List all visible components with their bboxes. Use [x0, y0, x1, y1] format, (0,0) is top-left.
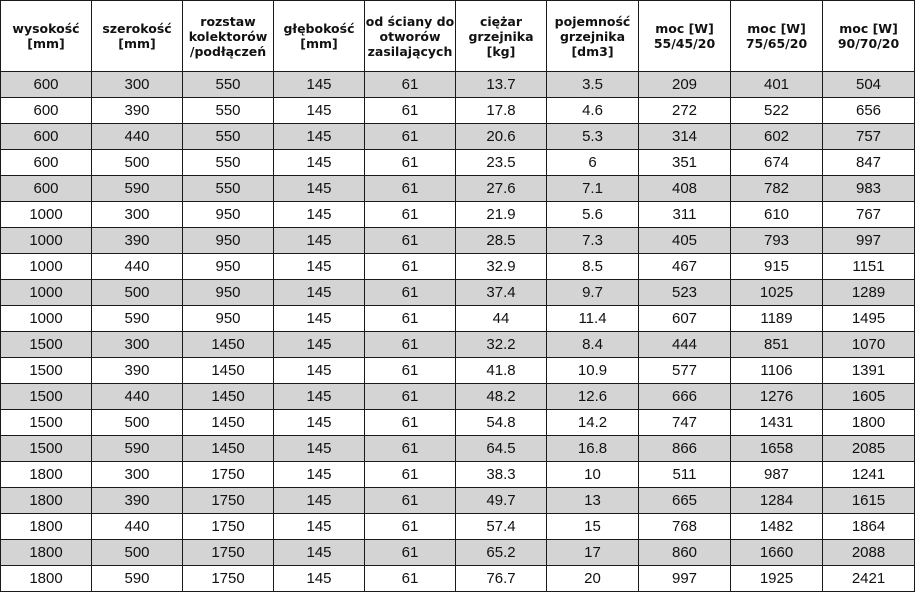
cell-height: 600	[1, 124, 92, 150]
cell-height: 600	[1, 150, 92, 176]
cell-depth: 145	[274, 488, 365, 514]
cell-capacity: 4.6	[547, 98, 639, 124]
cell-power-75-65-20: 915	[731, 254, 823, 280]
cell-capacity: 8.5	[547, 254, 639, 280]
cell-capacity: 6	[547, 150, 639, 176]
cell-depth: 145	[274, 98, 365, 124]
cell-height: 1000	[1, 306, 92, 332]
cell-power-55-45-20: 272	[639, 98, 731, 124]
cell-weight: 37.4	[456, 280, 547, 306]
cell-wall-distance: 61	[365, 306, 456, 332]
cell-collector-spacing: 550	[183, 124, 274, 150]
cell-height: 1800	[1, 540, 92, 566]
cell-power-90-70-20: 2421	[823, 566, 915, 592]
cell-weight: 41.8	[456, 358, 547, 384]
cell-width: 590	[92, 176, 183, 202]
cell-height: 1800	[1, 462, 92, 488]
cell-weight: 64.5	[456, 436, 547, 462]
cell-depth: 145	[274, 306, 365, 332]
header-capacity: pojemność grzejnika [dm3]	[547, 1, 639, 72]
cell-weight: 38.3	[456, 462, 547, 488]
cell-height: 1500	[1, 384, 92, 410]
cell-height: 1000	[1, 280, 92, 306]
cell-power-55-45-20: 866	[639, 436, 731, 462]
table-row	[1, 540, 915, 566]
cell-weight: 17.8	[456, 98, 547, 124]
cell-wall-distance: 61	[365, 150, 456, 176]
cell-depth: 145	[274, 514, 365, 540]
cell-wall-distance: 61	[365, 566, 456, 592]
cell-collector-spacing: 950	[183, 202, 274, 228]
table-row	[1, 436, 915, 462]
table-body	[1, 72, 915, 592]
table-row	[1, 332, 915, 358]
cell-capacity: 8.4	[547, 332, 639, 358]
cell-depth: 145	[274, 176, 365, 202]
cell-wall-distance: 61	[365, 410, 456, 436]
cell-width: 500	[92, 410, 183, 436]
cell-wall-distance: 61	[365, 514, 456, 540]
cell-power-90-70-20: 1391	[823, 358, 915, 384]
cell-width: 500	[92, 150, 183, 176]
cell-collector-spacing: 1750	[183, 566, 274, 592]
cell-depth: 145	[274, 384, 365, 410]
cell-collector-spacing: 550	[183, 72, 274, 98]
cell-capacity: 7.1	[547, 176, 639, 202]
cell-weight: 27.6	[456, 176, 547, 202]
cell-wall-distance: 61	[365, 228, 456, 254]
cell-weight: 13.7	[456, 72, 547, 98]
cell-height: 1500	[1, 358, 92, 384]
cell-width: 500	[92, 280, 183, 306]
cell-depth: 145	[274, 280, 365, 306]
cell-power-55-45-20: 768	[639, 514, 731, 540]
cell-power-90-70-20: 847	[823, 150, 915, 176]
cell-power-75-65-20: 401	[731, 72, 823, 98]
cell-capacity: 9.7	[547, 280, 639, 306]
cell-power-75-65-20: 1276	[731, 384, 823, 410]
table-row	[1, 488, 915, 514]
cell-capacity: 3.5	[547, 72, 639, 98]
cell-capacity: 12.6	[547, 384, 639, 410]
cell-width: 390	[92, 488, 183, 514]
cell-power-55-45-20: 311	[639, 202, 731, 228]
cell-capacity: 20	[547, 566, 639, 592]
cell-power-90-70-20: 2088	[823, 540, 915, 566]
cell-height: 1000	[1, 254, 92, 280]
cell-weight: 44	[456, 306, 547, 332]
cell-weight: 65.2	[456, 540, 547, 566]
cell-wall-distance: 61	[365, 358, 456, 384]
cell-collector-spacing: 1450	[183, 410, 274, 436]
cell-weight: 21.9	[456, 202, 547, 228]
cell-power-75-65-20: 610	[731, 202, 823, 228]
cell-capacity: 10	[547, 462, 639, 488]
cell-width: 300	[92, 332, 183, 358]
cell-wall-distance: 61	[365, 332, 456, 358]
table-row	[1, 202, 915, 228]
cell-power-90-70-20: 1800	[823, 410, 915, 436]
cell-wall-distance: 61	[365, 488, 456, 514]
cell-power-55-45-20: 405	[639, 228, 731, 254]
cell-power-55-45-20: 523	[639, 280, 731, 306]
cell-wall-distance: 61	[365, 124, 456, 150]
cell-wall-distance: 61	[365, 280, 456, 306]
cell-power-75-65-20: 1189	[731, 306, 823, 332]
header-weight: ciężar grzejnika [kg]	[456, 1, 547, 72]
cell-width: 590	[92, 566, 183, 592]
table-row	[1, 514, 915, 540]
cell-depth: 145	[274, 436, 365, 462]
cell-width: 440	[92, 514, 183, 540]
cell-power-55-45-20: 666	[639, 384, 731, 410]
cell-width: 390	[92, 228, 183, 254]
cell-height: 1500	[1, 436, 92, 462]
cell-width: 500	[92, 540, 183, 566]
cell-power-55-45-20: 467	[639, 254, 731, 280]
cell-power-75-65-20: 1431	[731, 410, 823, 436]
table-row	[1, 254, 915, 280]
cell-power-75-65-20: 602	[731, 124, 823, 150]
cell-power-55-45-20: 860	[639, 540, 731, 566]
cell-height: 1800	[1, 488, 92, 514]
cell-collector-spacing: 1450	[183, 384, 274, 410]
cell-collector-spacing: 1450	[183, 332, 274, 358]
cell-width: 300	[92, 72, 183, 98]
cell-power-90-70-20: 983	[823, 176, 915, 202]
cell-weight: 23.5	[456, 150, 547, 176]
cell-wall-distance: 61	[365, 72, 456, 98]
cell-wall-distance: 61	[365, 384, 456, 410]
table-row	[1, 410, 915, 436]
cell-power-90-70-20: 656	[823, 98, 915, 124]
cell-height: 600	[1, 72, 92, 98]
table-row	[1, 566, 915, 592]
header-depth: głębokość [mm]	[274, 1, 365, 72]
cell-wall-distance: 61	[365, 462, 456, 488]
cell-capacity: 7.3	[547, 228, 639, 254]
cell-power-75-65-20: 674	[731, 150, 823, 176]
header-collector-spacing: rozstaw kolektorów /podłączeń	[183, 1, 274, 72]
header-wall-distance: od ściany do otworów zasilających	[365, 1, 456, 72]
cell-power-90-70-20: 1289	[823, 280, 915, 306]
cell-power-75-65-20: 851	[731, 332, 823, 358]
cell-capacity: 13	[547, 488, 639, 514]
cell-width: 440	[92, 254, 183, 280]
cell-power-90-70-20: 1605	[823, 384, 915, 410]
table-row	[1, 72, 915, 98]
cell-wall-distance: 61	[365, 254, 456, 280]
cell-power-75-65-20: 987	[731, 462, 823, 488]
cell-weight: 20.6	[456, 124, 547, 150]
cell-power-75-65-20: 522	[731, 98, 823, 124]
cell-width: 390	[92, 98, 183, 124]
cell-power-55-45-20: 314	[639, 124, 731, 150]
header-power-90-70-20: moc [W] 90/70/20	[823, 1, 915, 72]
cell-power-75-65-20: 782	[731, 176, 823, 202]
cell-collector-spacing: 1750	[183, 462, 274, 488]
table-row	[1, 150, 915, 176]
cell-width: 590	[92, 306, 183, 332]
cell-power-90-70-20: 1615	[823, 488, 915, 514]
table-row	[1, 124, 915, 150]
cell-power-90-70-20: 757	[823, 124, 915, 150]
cell-collector-spacing: 1450	[183, 358, 274, 384]
cell-depth: 145	[274, 540, 365, 566]
cell-weight: 32.9	[456, 254, 547, 280]
cell-depth: 145	[274, 124, 365, 150]
cell-power-75-65-20: 1284	[731, 488, 823, 514]
cell-power-90-70-20: 997	[823, 228, 915, 254]
cell-power-75-65-20: 1658	[731, 436, 823, 462]
cell-width: 590	[92, 436, 183, 462]
cell-collector-spacing: 1750	[183, 540, 274, 566]
cell-power-55-45-20: 408	[639, 176, 731, 202]
cell-power-55-45-20: 351	[639, 150, 731, 176]
cell-collector-spacing: 1450	[183, 436, 274, 462]
cell-weight: 28.5	[456, 228, 547, 254]
cell-power-90-70-20: 1241	[823, 462, 915, 488]
cell-collector-spacing: 950	[183, 280, 274, 306]
cell-capacity: 16.8	[547, 436, 639, 462]
cell-depth: 145	[274, 410, 365, 436]
cell-wall-distance: 61	[365, 98, 456, 124]
cell-depth: 145	[274, 566, 365, 592]
cell-capacity: 11.4	[547, 306, 639, 332]
cell-capacity: 5.3	[547, 124, 639, 150]
cell-power-90-70-20: 1864	[823, 514, 915, 540]
table-row	[1, 98, 915, 124]
cell-power-55-45-20: 209	[639, 72, 731, 98]
cell-capacity: 15	[547, 514, 639, 540]
cell-weight: 49.7	[456, 488, 547, 514]
cell-collector-spacing: 950	[183, 254, 274, 280]
cell-weight: 57.4	[456, 514, 547, 540]
cell-power-55-45-20: 511	[639, 462, 731, 488]
table-row	[1, 306, 915, 332]
cell-weight: 32.2	[456, 332, 547, 358]
cell-capacity: 17	[547, 540, 639, 566]
cell-width: 300	[92, 462, 183, 488]
cell-height: 1800	[1, 566, 92, 592]
cell-depth: 145	[274, 332, 365, 358]
cell-power-90-70-20: 1495	[823, 306, 915, 332]
cell-depth: 145	[274, 254, 365, 280]
cell-width: 300	[92, 202, 183, 228]
cell-power-75-65-20: 1482	[731, 514, 823, 540]
cell-height: 600	[1, 98, 92, 124]
cell-height: 1000	[1, 228, 92, 254]
table-row	[1, 462, 915, 488]
cell-depth: 145	[274, 150, 365, 176]
cell-power-75-65-20: 1660	[731, 540, 823, 566]
cell-power-75-65-20: 1925	[731, 566, 823, 592]
cell-depth: 145	[274, 202, 365, 228]
table-row	[1, 384, 915, 410]
cell-power-55-45-20: 444	[639, 332, 731, 358]
cell-wall-distance: 61	[365, 436, 456, 462]
table-row	[1, 280, 915, 306]
cell-depth: 145	[274, 358, 365, 384]
header-power-75-65-20: moc [W] 75/65/20	[731, 1, 823, 72]
cell-collector-spacing: 550	[183, 98, 274, 124]
cell-wall-distance: 61	[365, 176, 456, 202]
cell-depth: 145	[274, 462, 365, 488]
cell-power-55-45-20: 997	[639, 566, 731, 592]
cell-collector-spacing: 550	[183, 150, 274, 176]
table-row	[1, 358, 915, 384]
header-height: wysokość [mm]	[1, 1, 92, 72]
table-row	[1, 228, 915, 254]
cell-height: 600	[1, 176, 92, 202]
cell-depth: 145	[274, 72, 365, 98]
cell-weight: 54.8	[456, 410, 547, 436]
cell-height: 1000	[1, 202, 92, 228]
header-power-55-45-20: moc [W] 55/45/20	[639, 1, 731, 72]
cell-capacity: 5.6	[547, 202, 639, 228]
header-width: szerokość [mm]	[92, 1, 183, 72]
cell-power-55-45-20: 607	[639, 306, 731, 332]
cell-collector-spacing: 1750	[183, 514, 274, 540]
cell-power-90-70-20: 1070	[823, 332, 915, 358]
cell-width: 440	[92, 384, 183, 410]
cell-power-75-65-20: 1106	[731, 358, 823, 384]
cell-width: 390	[92, 358, 183, 384]
cell-collector-spacing: 550	[183, 176, 274, 202]
cell-power-90-70-20: 767	[823, 202, 915, 228]
cell-weight: 76.7	[456, 566, 547, 592]
cell-height: 1800	[1, 514, 92, 540]
cell-wall-distance: 61	[365, 540, 456, 566]
cell-power-75-65-20: 1025	[731, 280, 823, 306]
cell-weight: 48.2	[456, 384, 547, 410]
cell-collector-spacing: 950	[183, 306, 274, 332]
cell-power-90-70-20: 1151	[823, 254, 915, 280]
cell-power-55-45-20: 665	[639, 488, 731, 514]
cell-wall-distance: 61	[365, 202, 456, 228]
cell-height: 1500	[1, 332, 92, 358]
cell-capacity: 14.2	[547, 410, 639, 436]
header-row	[1, 1, 915, 72]
cell-power-75-65-20: 793	[731, 228, 823, 254]
cell-collector-spacing: 950	[183, 228, 274, 254]
cell-power-55-45-20: 747	[639, 410, 731, 436]
cell-height: 1500	[1, 410, 92, 436]
cell-power-90-70-20: 2085	[823, 436, 915, 462]
table-row	[1, 176, 915, 202]
cell-collector-spacing: 1750	[183, 488, 274, 514]
cell-power-90-70-20: 504	[823, 72, 915, 98]
cell-depth: 145	[274, 228, 365, 254]
cell-width: 440	[92, 124, 183, 150]
cell-power-55-45-20: 577	[639, 358, 731, 384]
cell-capacity: 10.9	[547, 358, 639, 384]
